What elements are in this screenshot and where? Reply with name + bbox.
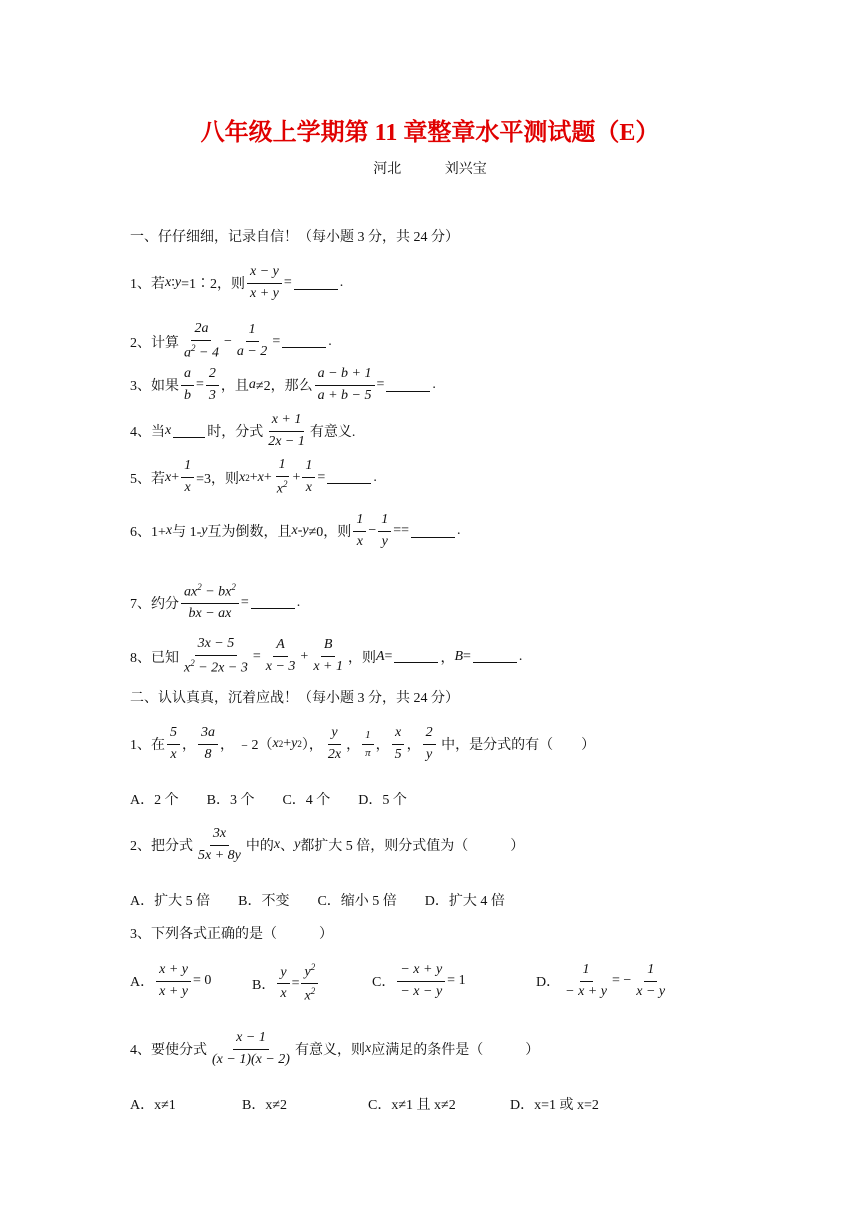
- question-2-3-option-c: C． $\frac{- x + y}{- x - y}$ = 1: [372, 962, 466, 999]
- question-1-2: 2、计算 $\frac{2a}{a^2 - 4}$ − $\frac{1}{a - 2}$ = .: [130, 321, 332, 361]
- question-2-3: 3、下列各式正确的是（ ）: [130, 927, 333, 942]
- question-2-4-option-a: A．x≠1: [130, 1098, 176, 1113]
- question-2-2-options: A．扩大 5 倍 B．不变 C．缩小 5 倍 D．扩大 4 倍: [130, 894, 505, 909]
- question-1-5: 5、若 x + $\frac{1}{x}$ =3，则 x 2 + x + $\frac{1}{x^2}$ + $\frac{1}{x}$ = .: [130, 457, 377, 497]
- section1-heading: 一、仔仔细细，记录自信！（每小题 3 分，共 24 分）: [130, 230, 459, 245]
- author-name: 刘兴宝: [444, 162, 487, 177]
- question-2-1-options: A．2 个 B．3 个 C．4 个 D．5 个: [130, 793, 407, 808]
- question-2-3-option-a: A． $\frac{x + y}{x + y}$ = 0: [130, 962, 212, 999]
- question-1-7: 7、约分 $\frac{ax^2 - bx^2}{bx - ax}$ = .: [130, 582, 301, 622]
- question-2-3-option-d: D． $\frac{1}{- x + y}$ = − $\frac{1}{x - y}$: [536, 962, 666, 999]
- question-2-3-option-b: B． $\frac{y}{x}$ = $\frac{y^2}{x^2}$: [252, 962, 320, 1006]
- question-1-8: 8、已知 $\frac{3x - 5}{x^2 - 2x - 3}$ = $\frac{A}{x - 3}$ + $\frac{B}{x + 1}$ ，则 A = ， B = .: [130, 636, 523, 676]
- question-1-4: 4、当 x 时，分式 $\frac{x + 1}{2x - 1}$ 有意义.: [130, 412, 356, 449]
- page-title: 八年级上学期第 11 章整章水平测试题（E）: [200, 120, 660, 146]
- question-1-1: 1、若 x ∶ y =1∶2，则 $\frac{x - y}{x + y}$ = .: [130, 264, 344, 301]
- author-region: 河北: [373, 162, 402, 177]
- question-2-4: 4、要使分式 $\frac{x - 1}{(x - 1)(x - 2)}$ 有意义，则 x 应满足的条件是（ ）: [130, 1030, 540, 1067]
- question-2-1: 1、在 $\frac{5}{x}$ ， $\frac{3a}{8}$ ， ﹣2（ x 2 + y 2 ）， $\frac{y}{2x}$ ， $\frac{1}{\pi}$ ， $\frac{x}{5}$ ， $\frac{2}{y}$ 中，是分式的有（ ）: [130, 725, 596, 762]
- author-line: [0, 158, 860, 178]
- question-2-4-option-c: C．x≠1 且 x≠2: [368, 1098, 456, 1113]
- question-1-3: 3、如果 $\frac{a}{b}$ = $\frac{2}{3}$ ，且 a ≠2，那么 $\frac{a - b + 1}{a + b - 5}$ = .: [130, 366, 436, 403]
- section2-heading: 二、认认真真，沉着应战！（每小题 3 分，共 24 分）: [130, 691, 459, 706]
- question-2-4-option-b: B．x≠2: [242, 1098, 288, 1113]
- question-2-2: 2、把分式 $\frac{3x}{5x + 8y}$ 中的 x 、 y 都扩大 5 倍，则分式值为（ ）: [130, 826, 525, 863]
- question-2-4-option-d: D．x=1 或 x=2: [510, 1098, 599, 1113]
- question-1-6: 6、1+ x 与 1- y 互为倒数，且 x - y ≠0，则 $\frac{1}{x}$ − $\frac{1}{y}$ == .: [130, 512, 461, 549]
